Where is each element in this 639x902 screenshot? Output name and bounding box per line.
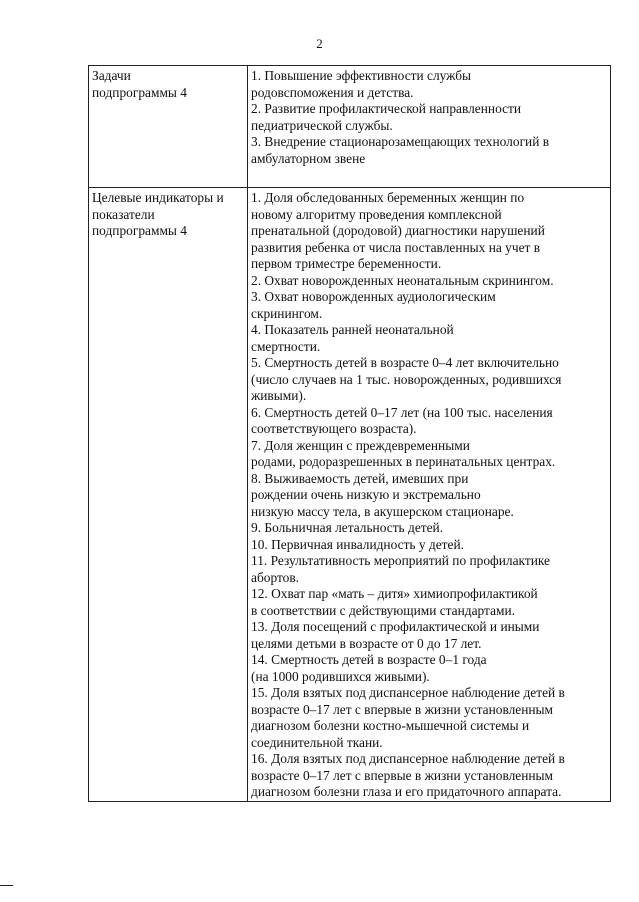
content-line: смертности. (251, 338, 321, 354)
row-label-cell (89, 66, 248, 188)
row-label-line: подпрограммы 4 (92, 223, 187, 238)
content-line: возрасте 0–17 лет с впервые в жизни установленным (251, 767, 554, 783)
content-line: педиатрической службы. (251, 117, 393, 133)
content-line: 10. Первичная инвалидность у детей. (251, 536, 464, 552)
content-line: родовспоможения и детства. (251, 84, 414, 100)
content-line: 11. Результативность мероприятий по профилактике (251, 553, 550, 568)
content-line: 7. Доля женщин с преждевременными (251, 437, 470, 453)
content-line: 4. Показатель ранней неонатальной (251, 322, 454, 337)
content-line: целями детьми в возрасте от 0 до 17 лет. (251, 635, 482, 651)
content-line: 6. Смертность детей 0–17 лет (на 100 тыс. населения (251, 404, 553, 420)
content-line: 9. Больничная летальность детей. (251, 520, 444, 535)
content-line: 8. Выживаемость детей, имевших при (251, 470, 469, 486)
subprogram-table (88, 65, 611, 802)
content-line: живыми). (251, 388, 307, 403)
content-line: 13. Доля посещений с профилактической и иными (251, 619, 540, 634)
table-row-indicators (89, 188, 611, 802)
content-line: 1. Доля обследованных беременных женщин по (251, 190, 525, 205)
content-line: 2. Охват новорожденных неонатальным скринингом. (251, 272, 554, 288)
content-line: 15. Доля взятых под диспансерное наблюдение детей в (251, 685, 565, 700)
content-line: 5. Смертность детей в возрасте 0–4 лет включительно (251, 355, 559, 370)
content-line: 1. Повышение эффективности службы (251, 68, 472, 83)
content-line: диагнозом болезни костно-мышечной системы и (251, 718, 530, 733)
content-line: родами, родоразрешенных в перинатальных центрах. (251, 454, 556, 469)
content-line: соединительной ткани. (251, 734, 383, 750)
content-line: 16. Доля взятых под диспансерное наблюдение детей в (251, 751, 565, 766)
content-line: рождении очень низкую и экстремально (251, 487, 481, 502)
content-line: 2. Развитие профилактической направленности (251, 101, 522, 116)
content-line: 14. Смертность детей в возрасте 0–1 года (251, 652, 487, 667)
row-label-line: Целевые индикаторы и (92, 190, 224, 205)
content-line: соответствующего возраста). (251, 421, 417, 436)
row-label-line: показатели (92, 206, 155, 222)
content-line: абортов. (251, 569, 300, 585)
table-row-tasks (89, 66, 611, 188)
content-line: диагнозом болезни глаза и его придаточного аппарата. (251, 784, 562, 799)
content-line: (число случаев на 1 тыс. новорожденных, родившихся (251, 371, 562, 387)
content-line: возрасте 0–17 лет с впервые в жизни установленным (251, 701, 554, 717)
content-line: 3. Охват новорожденных аудиологическим (251, 289, 496, 304)
row-content-cell (248, 66, 611, 188)
content-line: развития ребенка от числа поставленных на учет в (251, 239, 541, 255)
margin-mark (0, 885, 13, 886)
content-line: 12. Охват пар «мать – дитя» химиопрофилактикой (251, 586, 538, 601)
row-label-line: подпрограммы 4 (92, 84, 187, 100)
content-line: скринингом. (251, 305, 323, 321)
row-label-cell (89, 188, 248, 802)
page-number: 2 (316, 36, 323, 51)
content-line: новому алгоритму проведения комплексной (251, 206, 502, 222)
content-line: первом триместре беременности. (251, 256, 442, 271)
content-line: (на 1000 родившихся живыми). (251, 668, 430, 684)
content-line: низкую массу тела, в акушерском стационаре. (251, 503, 514, 519)
row-label-line: Задачи (92, 68, 131, 83)
content-line: пренатальной (дородовой) диагностики нарушений (251, 223, 545, 238)
content-line: в соответствии с действующими стандартами. (251, 602, 516, 618)
content-line: амбулаторном звене (251, 150, 366, 166)
content-line: 3. Внедрение стационарозамещающих технологий в (251, 134, 550, 149)
row-content-cell (248, 188, 611, 802)
